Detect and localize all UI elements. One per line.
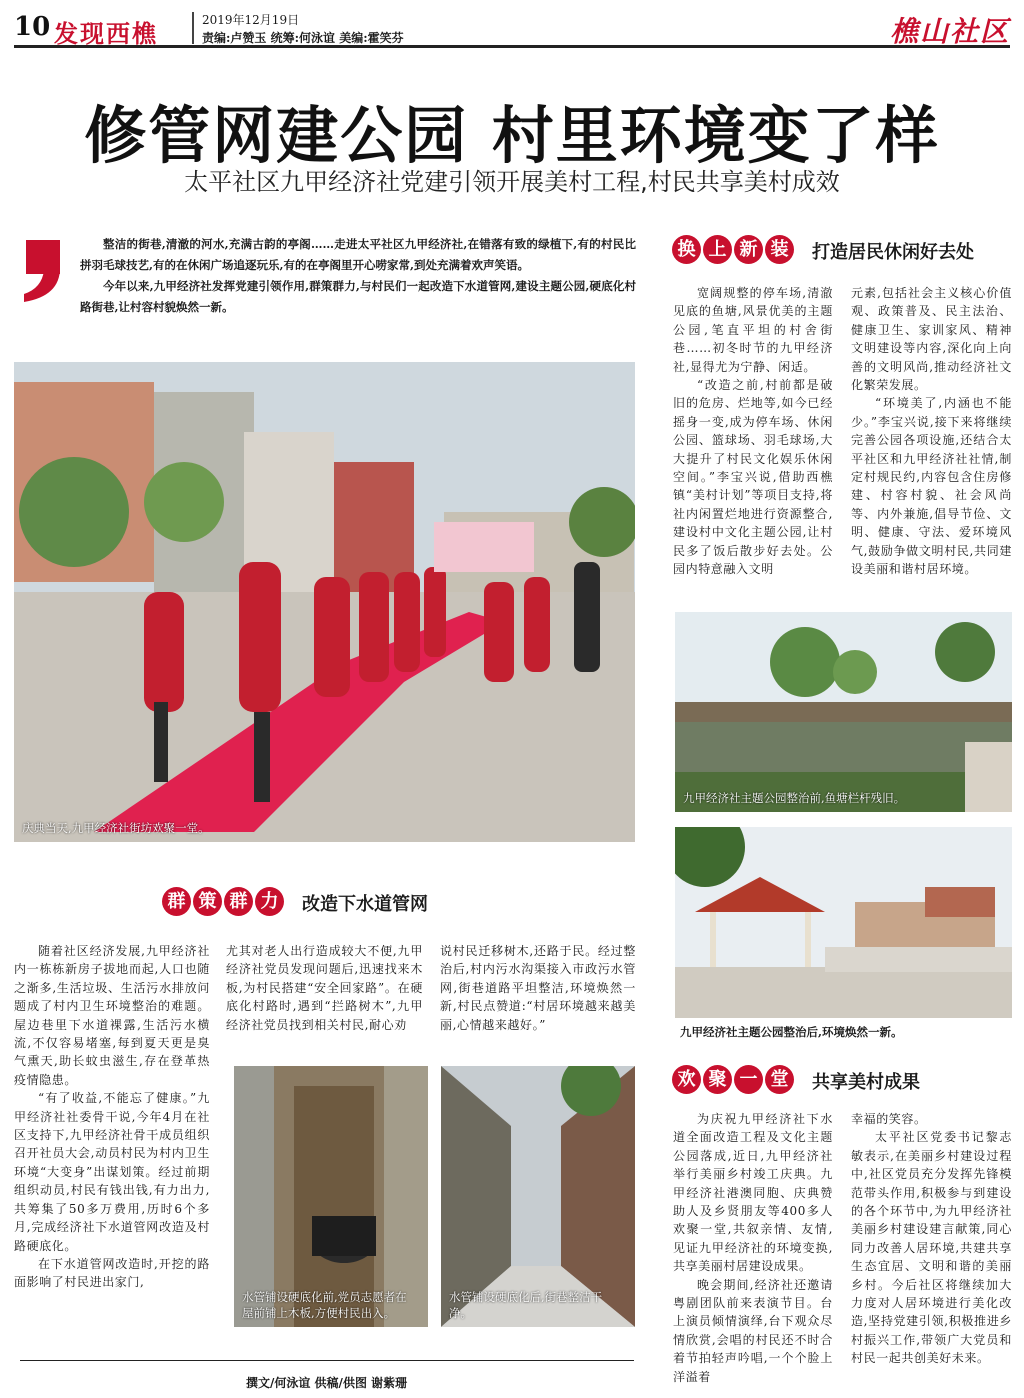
- badge-char: 上: [703, 235, 732, 264]
- badge-char: 欢: [672, 1065, 701, 1094]
- paragraph: 为庆祝九甲经济社下水道全面改造工程及文化主题公园落成,近日,九甲经济社举行美丽乡村竣工庆典。九甲经济社港澳同胞、庆典赞助人及乡贤朋友等400多人欢聚一堂,共叙亲情、友情,见证九甲经济社的环境变换,共享美丽村居建设成果。: [673, 1112, 833, 1274]
- main-photo: [14, 362, 635, 842]
- footer-rule: [20, 1360, 634, 1361]
- lead-paragraph: 今年以来,九甲经济社发挥党建引领作用,群策群力,与村民们一起改造下水道管网,建设主题公园,硬底化村路街巷,让村容村貌焕然一新。: [80, 279, 636, 314]
- lead-paragraph: 整洁的街巷,清澈的河水,充满古韵的亭阁……走进太平社区九甲经济社,在错落有致的绿植下,有的村民比拼羽毛球技艺,有的在休闲广场追逐玩乐,有的在亭阁里开心唠家常,到处充满着欢声笑语。: [80, 237, 636, 272]
- pipes-before-photo: [234, 1066, 428, 1327]
- quote-mark-icon: [20, 238, 64, 304]
- paragraph: 太平社区党委书记黎志敏表示,在美丽乡村建设过程中,社区党员充分发挥先锋模范带头作用,积极参与到建设的各个环节中,为九甲经济社美丽乡村建设建言献策,同心同力改善人居环境,共建共享生态宜居、文明和谐的美丽乡村。今后社区将继续加大力度对人居环境进行美化改造,坚持党建引领,积极推进乡村振兴工作,带领广大党员和村民一起共创美好未来。: [851, 1130, 1012, 1366]
- section-name: 发现西樵: [54, 19, 158, 48]
- celebration-photo: [14, 362, 635, 842]
- section-header-renovation: [672, 232, 1012, 268]
- paragraph: 晚会期间,经济社还邀请粤剧团队前来表演节目。台上演员倾情演绎,台下观众尽情欣赏,会唱的村民还不时合着节拍轻声吟唱,一个个脸上洋溢着: [673, 1277, 833, 1384]
- badge-char: 聚: [703, 1065, 732, 1094]
- paragraph: 幸福的笑容。: [851, 1112, 927, 1126]
- section2-column-2: [851, 284, 1012, 579]
- section-title: 共享美村成果: [812, 1072, 920, 1093]
- section1-column-2: [226, 942, 423, 1034]
- badge-char: 新: [734, 235, 763, 264]
- trench-photo: [234, 1066, 428, 1327]
- paragraph: 尤其对老人出行造成较大不便,九甲经济社党员发现问题后,迅速找来木板,为村民搭建“安全回家路”。在硬底化村路时,遇到“拦路树木”,九甲经济社党员找到相关村民,耐心劝: [226, 944, 423, 1032]
- badge-char: 堂: [765, 1065, 794, 1094]
- paragraph: “有了收益,不能忘了健康。”九甲经济社社委骨干说,今年4月在社区支持下,九甲经济社骨干成员组织召开社员大会,动员村民为村内卫生环境“大变身”出谋划策。经过前期组织动员,村民有钱出钱,有力出力,共筹集了50多万费用,历时6个多月,完成经济社下水道管网改造及村路硬底化。: [14, 1091, 210, 1253]
- section-title: 打造居民休闲好去处: [812, 242, 974, 263]
- masthead-logo: 樵山社区: [889, 15, 1010, 48]
- lead-paragraphs: [80, 234, 636, 318]
- pond-photo: [675, 612, 1012, 812]
- subheadline: 太平社区九甲经济社党建引领开展美村工程,村民共享美村成效: [184, 168, 840, 196]
- badge-char: 群: [224, 887, 253, 916]
- section-header-gathering: [672, 1062, 1012, 1098]
- section3-column-2: [851, 1110, 1012, 1368]
- photo-caption: 九甲经济社主题公园整治前,鱼塘栏杆残旧。: [683, 791, 906, 805]
- paragraph: 在下水道管网改造时,开挖的路面影响了村民进出家门,: [14, 1256, 210, 1290]
- section1-column-3: [440, 942, 636, 1034]
- header-divider: [192, 12, 194, 44]
- section3-column-1: [673, 1110, 833, 1386]
- badge-char: 力: [255, 887, 284, 916]
- paragraph: 说村民迁移树木,还路于民。经过整治后,村内污水沟渠接入市政污水管网,街巷道路平坦整洁,环境焕然一新,村民点赞道:“村居环境越来越美丽,心情越来越好。”: [440, 944, 636, 1032]
- alley-photo: [441, 1066, 635, 1327]
- paragraph: 随着社区经济发展,九甲经济社内一栋栋新房子拔地而起,人口也随之渐多,生活垃圾、生活污水排放问题成了村内卫生环境整治的难题。屋边巷里下水道裸露,生活污水横流,不仅容易堵塞,每到夏天更是臭气熏天,助长蚊虫滋生,存在登革热疫情隐患。: [14, 944, 210, 1087]
- badge-char: 策: [193, 887, 222, 916]
- issue-date: 2019年12月19日: [202, 13, 300, 27]
- section2-column-1: [673, 284, 833, 579]
- paragraph: “环境美了,内涵也不能少。”李宝兴说,接下来将继续完善公园各项设施,还结合太平社区和九甲经济社社情,制定村规民约,内容包含住房修建、村容村貌、社会风尚等、内外兼施,倡导节俭、文明、健康、守法、爱环境风气,鼓励争做文明村民,共同建设美丽和谐村居环境。: [851, 396, 1012, 577]
- page-number: 10: [14, 12, 51, 42]
- badge-char: 装: [765, 235, 794, 264]
- main-photo-caption: 庆典当天,九甲经济社街坊欢聚一堂。: [22, 821, 210, 835]
- editor-credits: 责编:卢赞玉 统筹:何泳谊 美编:霍笑芬: [202, 31, 404, 45]
- section-title: 改造下水道管网: [302, 894, 428, 915]
- section1-column-1: [14, 942, 210, 1292]
- pipes-after-photo: [441, 1066, 635, 1327]
- paragraph: 元素,包括社会主义核心价值观、政策普及、民主法治、健康卫生、家训家风、精神文明建设等内容,深化向上向善的文明风尚,推动经济社文化繁荣发展。: [851, 286, 1012, 393]
- page-header: [14, 8, 1010, 48]
- paragraph: “改造之前,村前都是破旧的危房、烂地等,如今已经摇身一变,成为停车场、休闲公园、篮球场、羽毛球场,大大提升了村民文化娱乐休闲空间。”李宝兴说,借助西樵镇“美村计划”等项目支持,将社内闲置烂地进行资源整合,建设村中文化主题公园,让村民多了饭后散步好去处。公园内特意融入文明: [673, 378, 833, 577]
- badge-char: 一: [734, 1065, 763, 1094]
- badge-char: 换: [672, 235, 701, 264]
- park-after-photo: [675, 827, 1012, 1018]
- paragraph: 宽阔规整的停车场,清澈见底的鱼塘,风景优美的主题公园,笔直平坦的村舍街巷……初冬时节的九甲经济社,显得尤为宁静、闲适。: [673, 286, 833, 374]
- headline: 修管网建公园 村里环境变了样: [84, 99, 940, 172]
- park-before-photo: [675, 612, 1012, 812]
- park-after-caption: 九甲经济社主题公园整治后,环境焕然一新。: [680, 1025, 903, 1039]
- section-badge: [672, 1062, 794, 1098]
- section-badge: [162, 884, 284, 920]
- badge-char: 群: [162, 887, 191, 916]
- pavilion-photo: [675, 827, 1012, 1018]
- byline: 撰文/何泳谊 供稿/供图 谢紫珊: [246, 1376, 408, 1390]
- section-badge: [672, 232, 794, 268]
- photo-caption: 水管铺设硬底化前,党员志愿者在屋前铺上木板,方便村民出入。: [242, 1290, 407, 1320]
- section-header-pipes: [162, 884, 502, 920]
- photo-caption: 水管铺设硬底化后,街巷整洁干净。: [449, 1290, 603, 1320]
